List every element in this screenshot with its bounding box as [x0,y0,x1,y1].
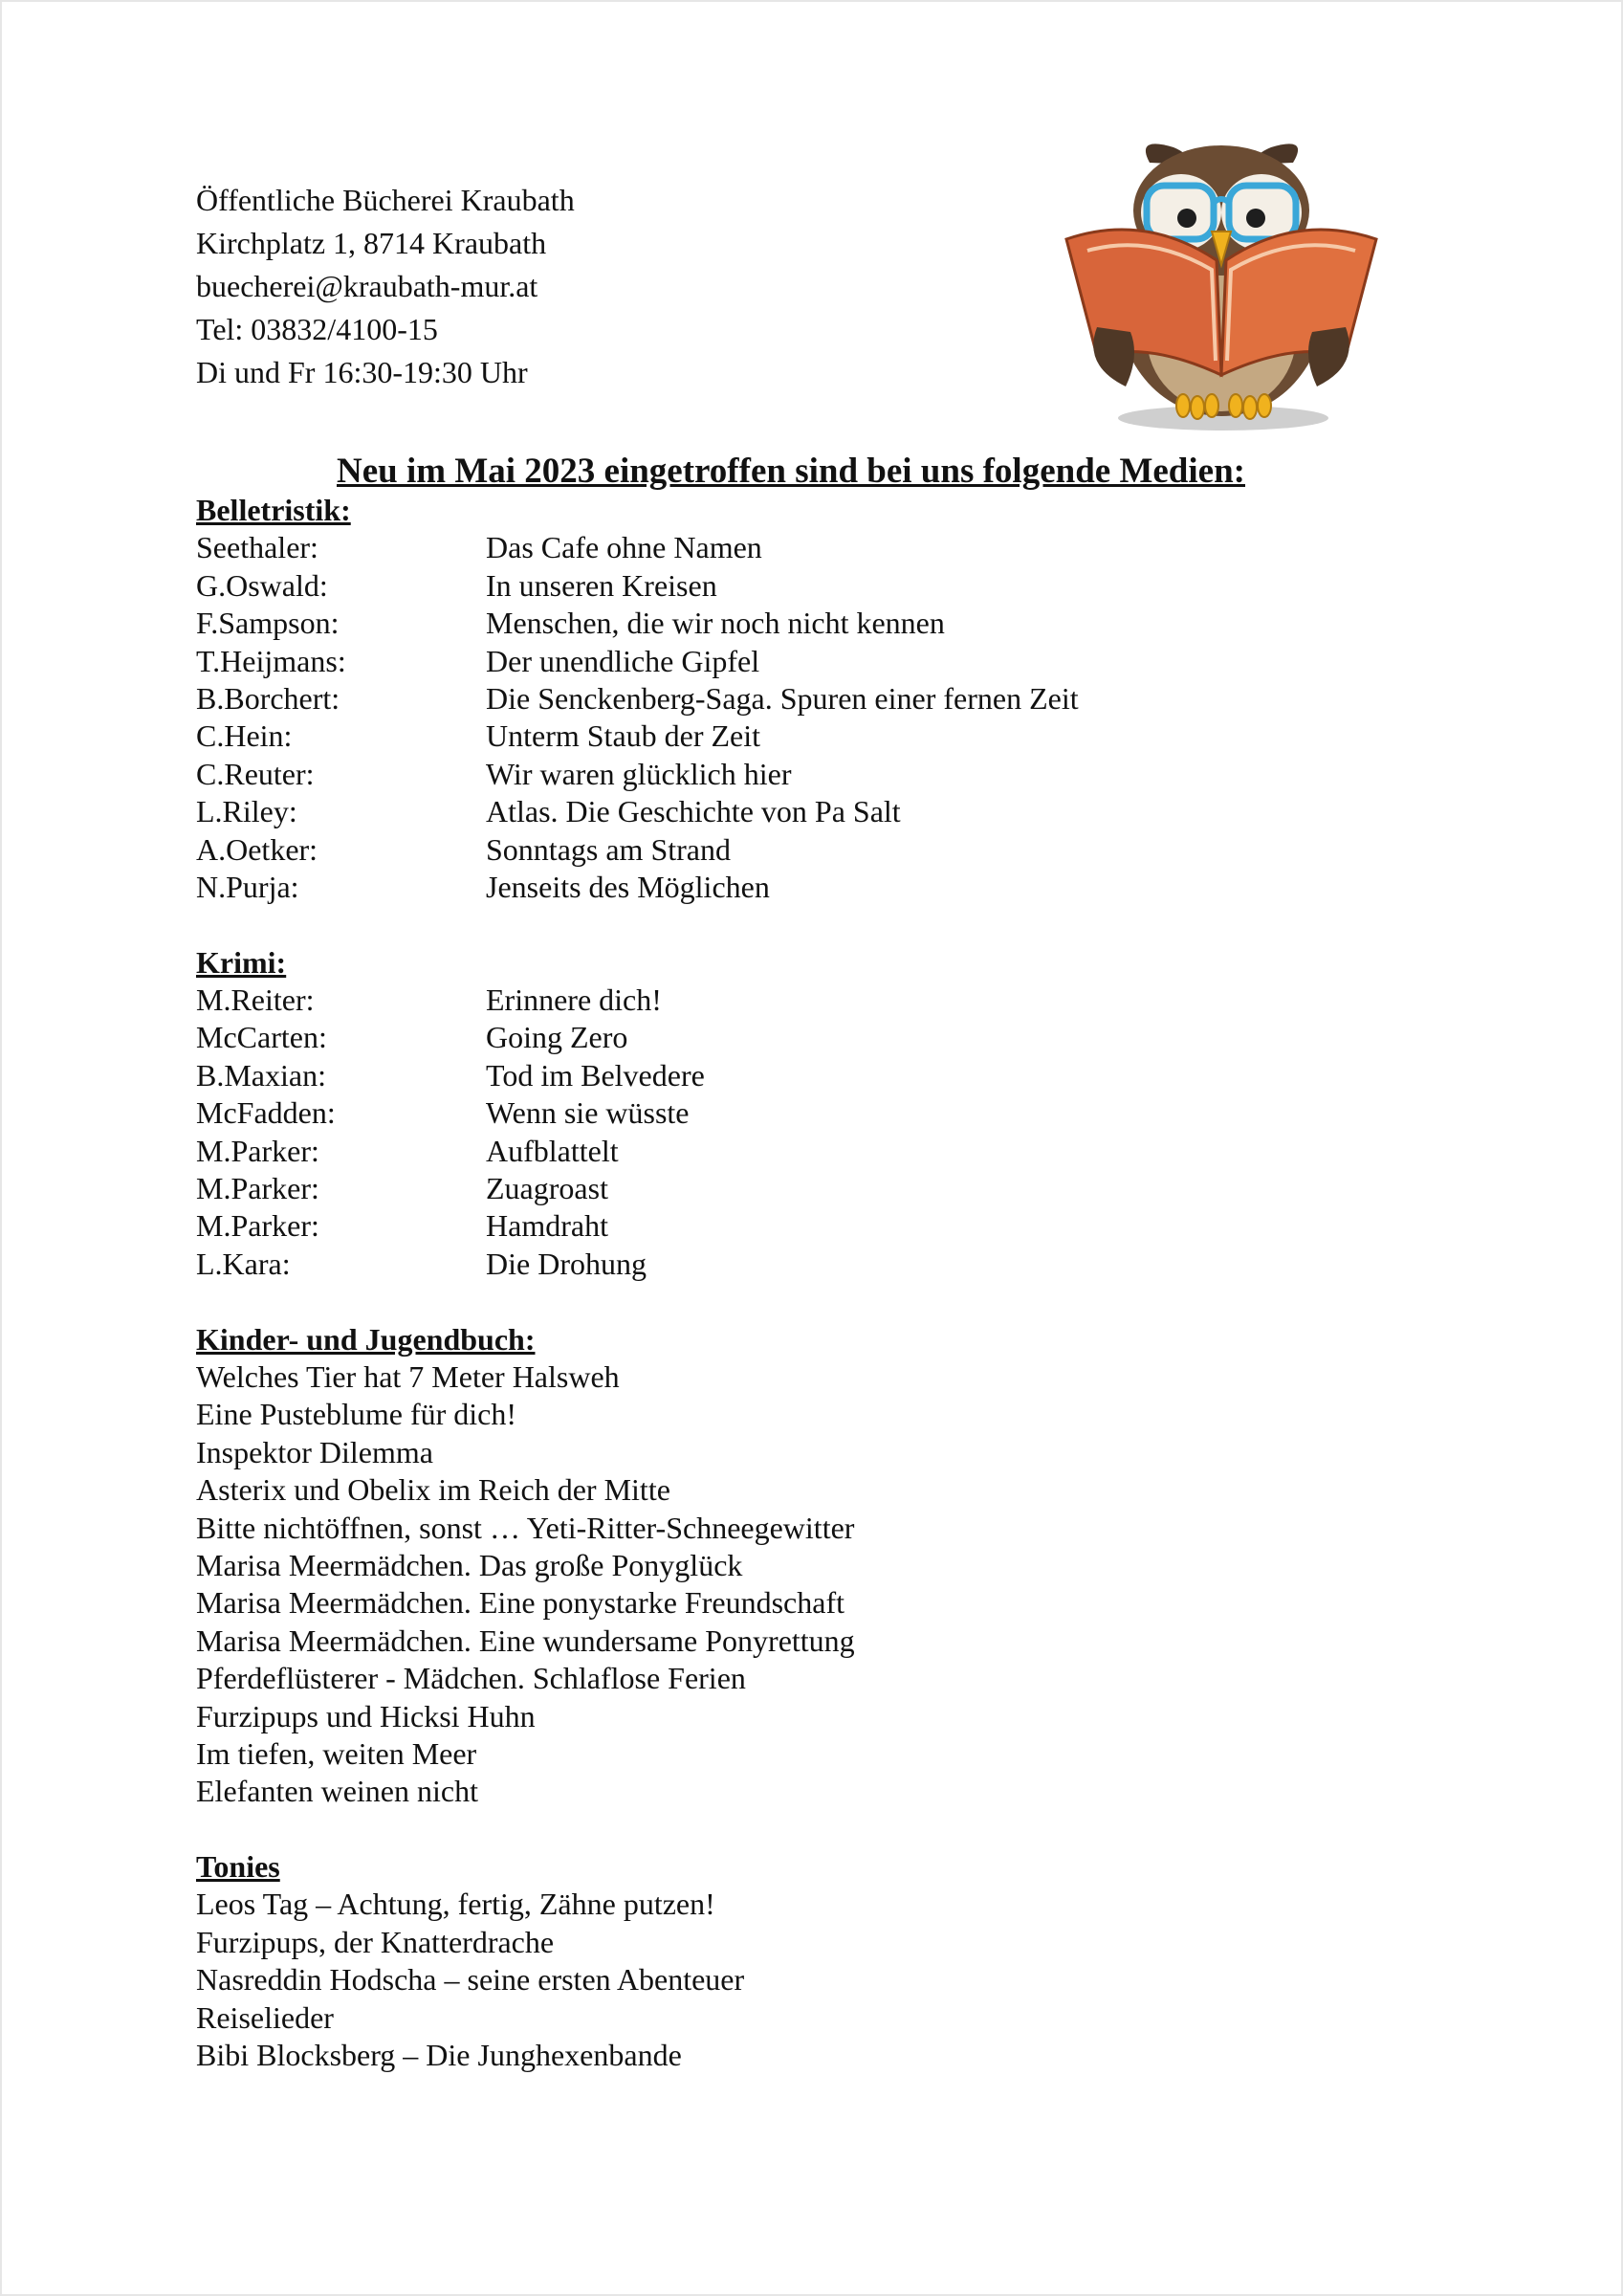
library-phone: Tel: 03832/4100-15 [196,312,438,346]
library-opening-hours: Di und Fr 16:30-19:30 Uhr [196,355,528,389]
list-item [196,567,1079,605]
list-item [196,756,1079,793]
list-item: Nasreddin Hodscha – seine ersten Abenteuer [196,1962,745,1998]
list-item: Leos Tag – Achtung, fertig, Zähne putzen! [196,1887,715,1922]
item-author: F.Sampson: [196,606,340,641]
item-title: Wenn sie wüsste [486,1095,690,1131]
item-title: Das Cafe ohne Namen [486,530,762,565]
list-item: Im tiefen, weiten Meer [196,1735,477,1771]
library-street: Kirchplatz 1, 8714 Kraubath [196,226,547,260]
list-item: Inspektor Dilemma [196,1434,433,1469]
list-item [196,1019,1079,1056]
list-item: Pferdeflüsterer - Mädchen. Schlaflose Ferien [196,1661,746,1696]
list-item [196,1246,1079,1283]
krimi-list [196,982,1079,1283]
item-author: M.Parker: [196,1171,319,1206]
list-item: Reiselieder [196,1999,334,2035]
item-author: B.Borchert: [196,680,340,716]
item-author: M.Parker: [196,1133,319,1168]
item-title: Die Senckenberg-Saga. Spuren einer fernen Zeit [486,680,1079,716]
list-item [196,718,1079,755]
library-email: buecherei@kraubath-mur.at [196,269,538,303]
media-list [196,492,1079,2074]
item-author: McFadden: [196,1095,336,1131]
item-author: N.Purja: [196,869,299,904]
list-item [196,869,1079,906]
item-title: Wir waren glücklich hier [486,756,792,791]
list-item: Elefanten weinen nicht [196,1774,478,1809]
item-title: Aufblattelt [486,1133,619,1168]
list-item [196,680,1079,718]
section-heading-tonies: Tonies [196,1849,280,1885]
item-title: Erinnere dich! [486,982,662,1018]
item-title: Menschen, die wir noch nicht kennen [486,606,945,641]
list-item: Bitte nichtöffnen, sonst … Yeti-Ritter-Schneegewitter [196,1510,855,1545]
item-title: Jenseits des Möglichen [486,869,770,904]
list-item: Furzipups und Hicksi Huhn [196,1698,536,1733]
page-title: Neu im Mai 2023 eingetroffen sind bei uns folgende Medien: [337,452,1245,491]
reading-owl-icon [1059,136,1384,442]
item-title: Going Zero [486,1020,628,1055]
item-title: Atlas. Die Geschichte von Pa Salt [486,794,901,829]
list-item: Marisa Meermädchen. Das große Ponyglück [196,1547,743,1582]
list-item: Marisa Meermädchen. Eine wundersame Ponyrettung [196,1623,855,1658]
item-author: L.Kara: [196,1246,291,1281]
section-heading-belletristik: Belletristik: [196,493,351,527]
list-item: Furzipups, der Knatterdrache [196,1924,555,1959]
list-item [196,1094,1079,1132]
item-author: C.Hein: [196,718,293,754]
list-item: Welches Tier hat 7 Meter Halsweh [196,1358,620,1394]
library-name: Öffentliche Bücherei Kraubath [196,183,575,217]
list-item: Asterix und Obelix im Reich der Mitte [196,1472,670,1508]
library-address-block [196,179,575,394]
item-author: L.Riley: [196,794,297,829]
item-title: Zuagroast [486,1171,608,1206]
item-author: G.Oswald: [196,567,328,603]
item-author: C.Reuter: [196,756,315,791]
item-author: M.Reiter: [196,982,315,1018]
item-author: M.Parker: [196,1208,319,1244]
list-item [196,1057,1079,1094]
list-item [196,1170,1079,1207]
list-item [196,831,1079,869]
item-title: Die Drohung [486,1246,647,1281]
item-title: Tod im Belvedere [486,1057,705,1093]
item-author: B.Maxian: [196,1057,326,1093]
kinder-list [196,1358,1079,1811]
list-item [196,605,1079,642]
list-item [196,793,1079,830]
item-title: Der unendliche Gipfel [486,643,760,678]
item-title: Hamdraht [486,1208,608,1244]
item-title: Unterm Staub der Zeit [486,718,761,754]
item-author: Seethaler: [196,530,318,565]
list-item: Marisa Meermädchen. Eine ponystarke Freundschaft [196,1585,844,1621]
list-item [196,1133,1079,1170]
item-author: T.Heijmans: [196,643,346,678]
belletristik-list [196,529,1079,906]
list-item [196,982,1079,1019]
tonies-list [196,1886,1079,2074]
item-title: Sonntags am Strand [486,831,731,867]
list-item: Eine Pusteblume für dich! [196,1397,517,1432]
item-author: A.Oetker: [196,831,318,867]
section-heading-krimi: Krimi: [196,944,287,980]
list-item [196,1207,1079,1245]
item-author: McCarten: [196,1020,327,1055]
list-item [196,529,1079,566]
item-title: In unseren Kreisen [486,567,717,603]
section-heading-kinder: Kinder- und Jugendbuch: [196,1321,536,1357]
list-item [196,643,1079,680]
list-item: Bibi Blocksberg – Die Junghexenbande [196,2038,682,2073]
